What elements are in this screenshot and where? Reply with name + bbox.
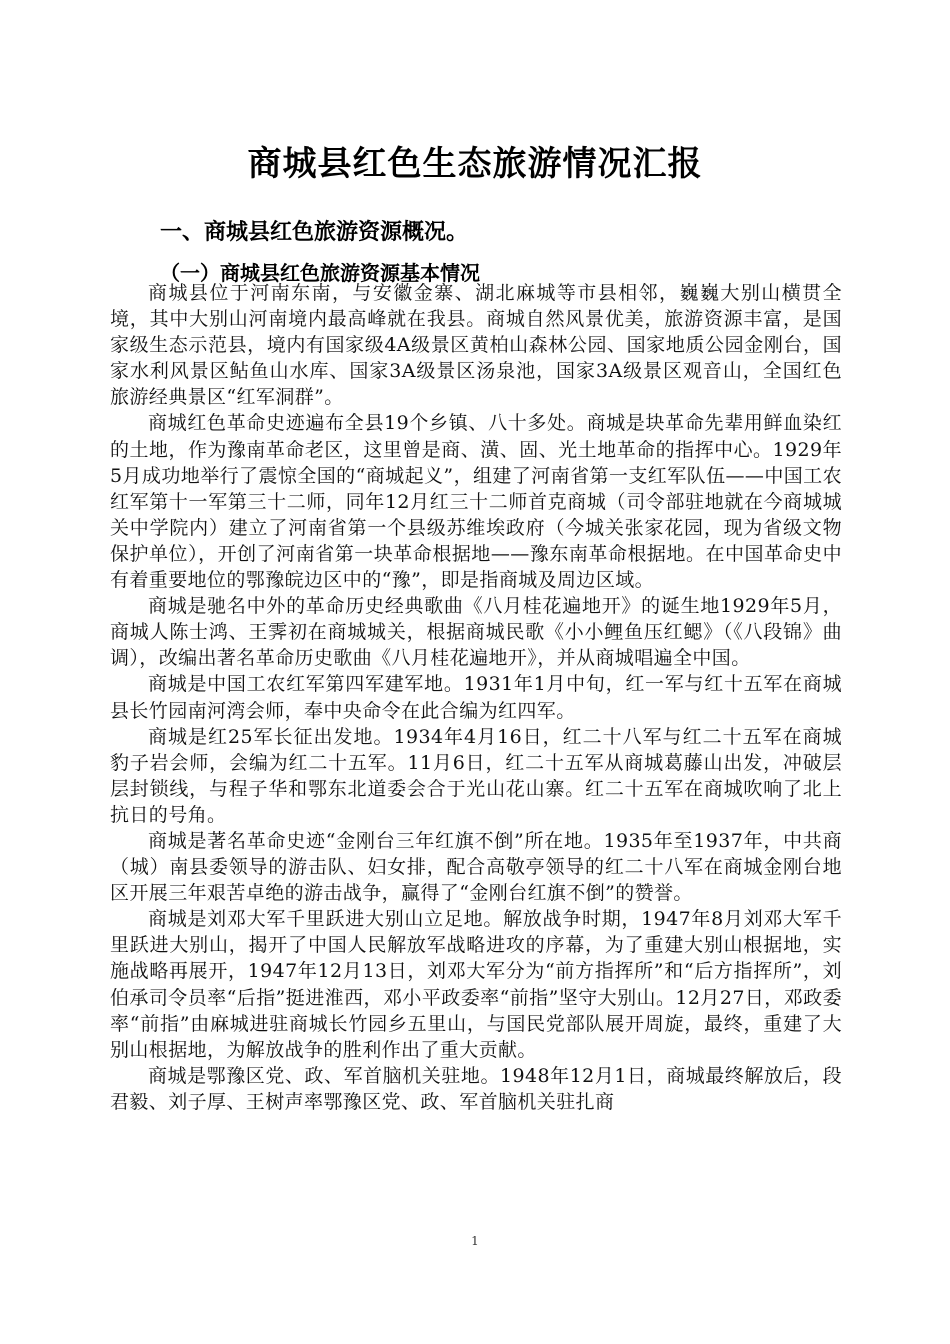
paragraph: 商城是中国工农红军第四军建军地。1931年1月中旬，红一军与红十五军在商城县长竹园南河湾会师，奉中央命令在此合编为红四军。 [110, 673, 842, 722]
paragraph: 商城县位于河南东南，与安徽金寨、湖北麻城等市县相邻，巍巍大别山横贯全境，其中大别山河南境内最高峰就在我县。商城自然风景优美，旅游资源丰富，是国家级生态示范县，境内有国家级4A级景区黄柏山森林公园、国家地质公园金刚台，国家水利风景区鲇鱼山水库、国家3A级景区汤泉池，国家3A级景区观音山，全国红色旅游经典景区“红军洞群”。 [110, 282, 842, 409]
paragraph: 商城是鄂豫区党、政、军首脑机关驻地。1948年12月1日，商城最终解放后，段君毅、刘子厚、王树声率鄂豫区党、政、军首脑机关驻扎商 [110, 1064, 842, 1113]
paragraph: 商城是刘邓大军千里跃进大别山立足地。解放战争时期，1947年8月刘邓大军千里跃进大别山，揭开了中国人民解放军战略进攻的序幕，为了重建大别山根据地，实施战略再展开，1947年12月13日，刘邓大军分为“前方指挥所”和“后方指挥所”，刘伯承司令员率“后指”挺进淮西，邓小平政委率“前指”坚守大别山。12月27日，邓政委率“前指”由麻城进驻商城长竹园乡五里山，与国民党部队展开周旋，最终，重建了大别山根据地，为解放战争的胜利作出了重大贡献。 [110, 908, 842, 1061]
document-title: 商城县红色生态旅游情况汇报 [247, 144, 703, 184]
paragraph: 商城是红25军长征出发地。1934年4月16日，红二十八军与红二十五军在商城豹子岩会师，会编为红二十五军。11月6日，红二十五军从商城葛藤山出发，冲破层层封锁线，与程子华和鄂东北道委会合于光山花山寨。红二十五军在商城吹响了北上抗日的号角。 [110, 725, 842, 826]
paragraph: 商城红色革命史迹遍布全县19个乡镇、八十多处。商城是块革命先辈用鲜血染红的土地，作为豫南革命老区，这里曾是商、潢、固、光土地革命的指挥中心。1929年5月成功地举行了震惊全国的“商城起义”，组建了河南省第一支红军队伍——中国工农红军第十一军第三十二师，同年12月红三十二师首克商城（司令部驻地就在今商城城关中学院内）建立了河南省第一个县级苏维埃政府（今城关张家花园，现为省级文物保护单位），开创了河南省第一块革命根据地——豫东南革命根据地。在中国革命史中有着重要地位的鄂豫皖边区中的“豫”，即是指商城及周边区域。 [110, 412, 842, 592]
paragraph: 商城是驰名中外的革命历史经典歌曲《八月桂花遍地开》的诞生地1929年5月，商城人陈士鸿、王霁初在商城城关，根据商城民歌《小小鲤鱼压红鳃》（《八段锦》曲调），改编出著名革命历史歌曲《八月桂花遍地开》，并从商城唱遍全中国。 [110, 595, 842, 670]
subsection-heading: （一）商城县红色旅游资源基本情况 [160, 261, 480, 285]
section-heading: 一、商城县红色旅游资源概况。 [160, 220, 469, 245]
paragraph: 商城是著名革命史迹“金刚台三年红旗不倒”所在地。1935年至1937年，中共商（城）南县委领导的游击队、妇女排，配合高敬亭领导的红二十八军在商城金刚台地区开展三年艰苦卓绝的游击战争，赢得了“金刚台红旗不倒”的赞誉。 [110, 829, 842, 905]
body-text [110, 280, 842, 1115]
page-number: 1 [471, 1234, 479, 1248]
